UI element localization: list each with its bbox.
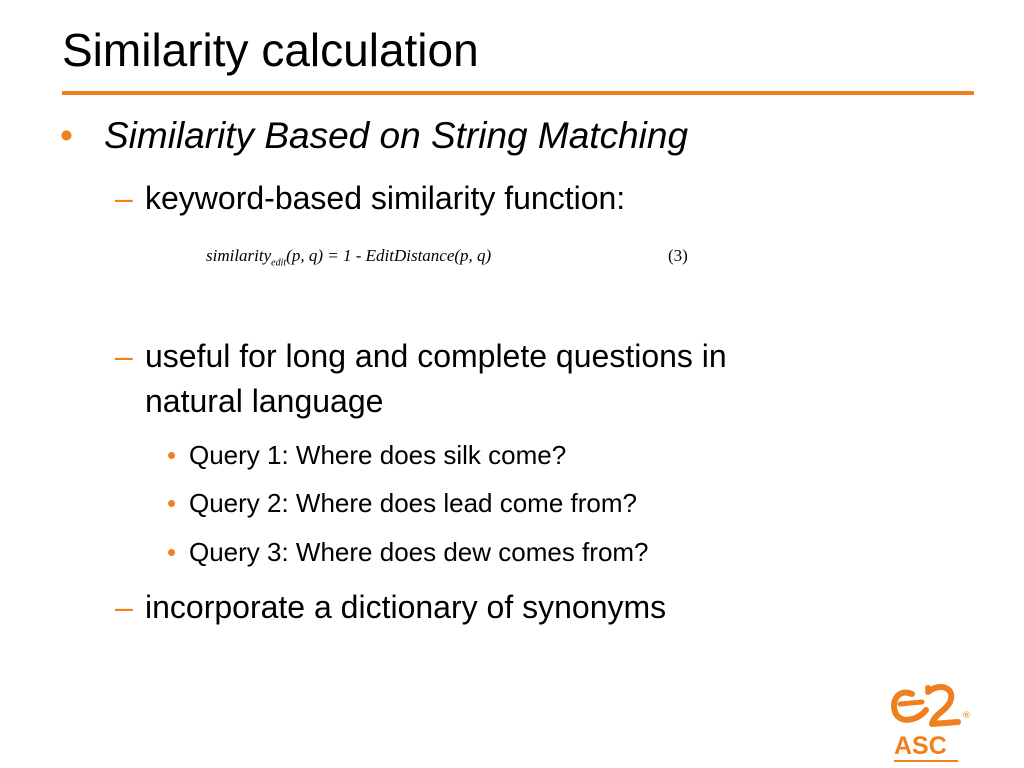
formula-lhs: similarity bbox=[206, 246, 272, 265]
similarity-formula bbox=[206, 246, 706, 270]
formula-rhs: (p, q) = 1 - EditDistance(p, q) bbox=[286, 246, 492, 265]
slide-title: Similarity calculation bbox=[62, 24, 479, 76]
alibaba-e-icon bbox=[882, 680, 974, 732]
title-divider bbox=[62, 91, 974, 95]
asc-logo bbox=[882, 680, 974, 762]
dash-marker: – bbox=[115, 180, 133, 216]
logo-text: ASC bbox=[894, 732, 947, 760]
dash-marker: – bbox=[115, 338, 133, 374]
bullet-continuation bbox=[145, 379, 383, 423]
query-item-3 bbox=[167, 535, 649, 569]
bullet-marker: • bbox=[167, 488, 177, 518]
bullet-synonyms-dictionary bbox=[115, 585, 667, 629]
query-item-2 bbox=[167, 486, 637, 520]
bullet-marker: • bbox=[167, 440, 177, 470]
bullet-text: keyword-based similarity function: bbox=[145, 180, 626, 216]
dash-marker: – bbox=[115, 589, 133, 625]
bullet-text: useful for long and complete questions in bbox=[145, 338, 727, 374]
bullet-useful-long-questions bbox=[115, 334, 727, 378]
bullet-string-matching bbox=[60, 112, 689, 160]
bullet-text: natural language bbox=[145, 383, 384, 419]
bullet-text: incorporate a dictionary of synonyms bbox=[145, 589, 667, 625]
query-text: Query 2: Where does lead come from? bbox=[189, 488, 637, 518]
bullet-text: Similarity Based on String Matching bbox=[104, 115, 689, 156]
query-text: Query 3: Where does dew comes from? bbox=[189, 537, 649, 567]
bullet-marker: • bbox=[60, 115, 73, 156]
formula-number: (3) bbox=[668, 246, 688, 265]
formula-subscript: edit bbox=[271, 257, 287, 269]
bullet-marker: • bbox=[167, 537, 177, 567]
logo-underline bbox=[894, 760, 958, 762]
registered-mark: ® bbox=[962, 711, 971, 721]
query-text: Query 1: Where does silk come? bbox=[189, 440, 567, 470]
bullet-keyword-function bbox=[115, 176, 626, 220]
query-item-1 bbox=[167, 438, 567, 472]
